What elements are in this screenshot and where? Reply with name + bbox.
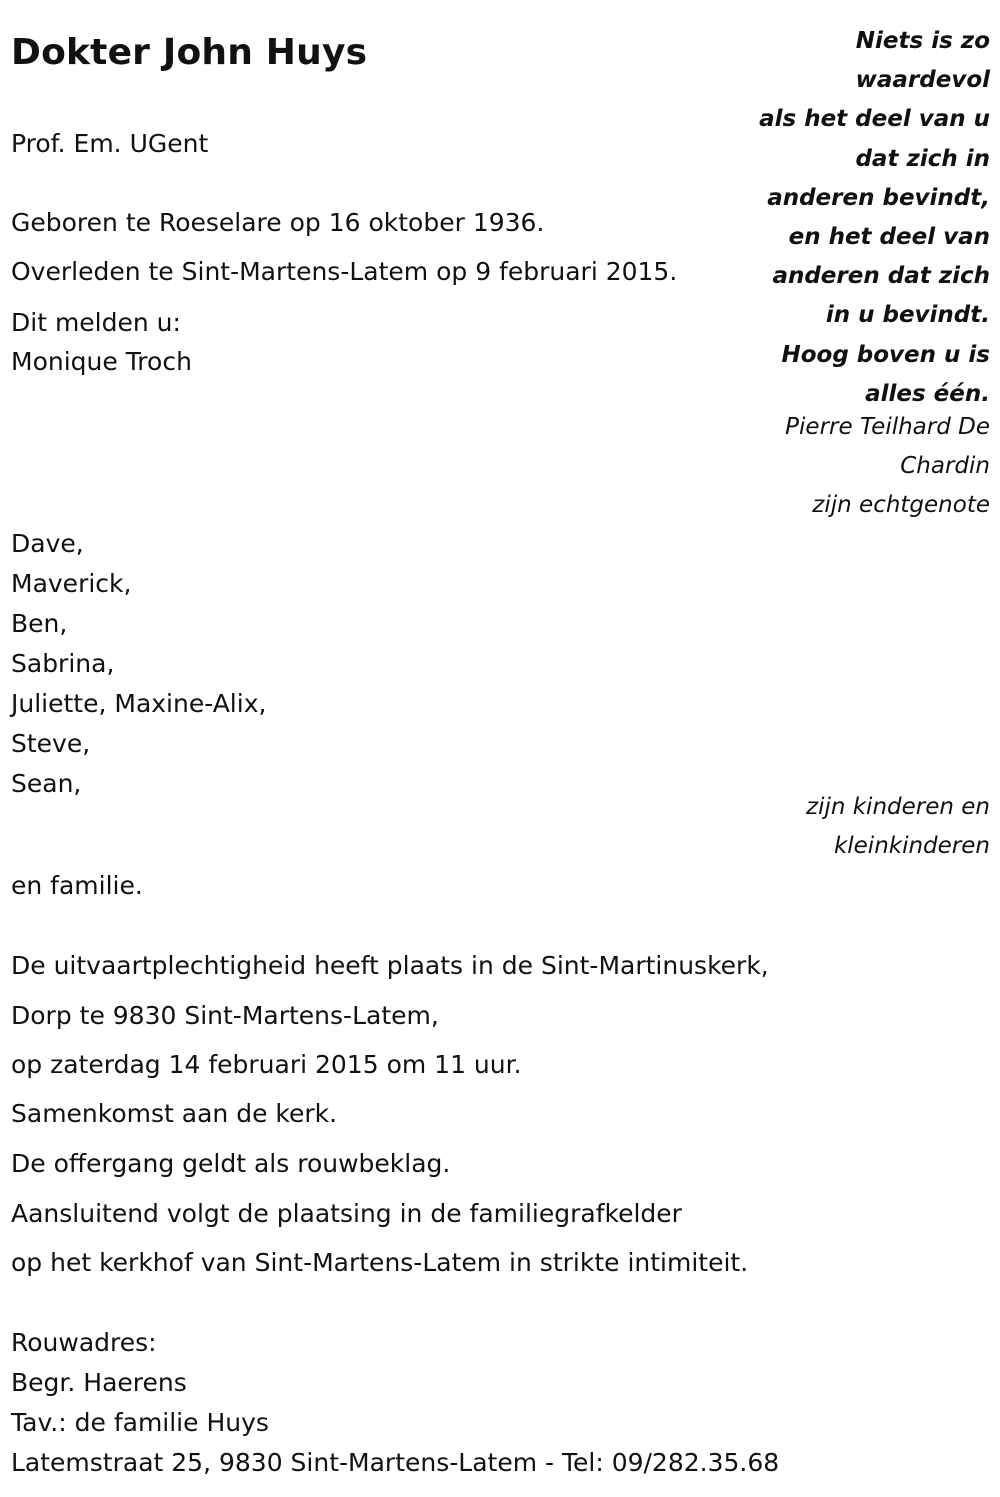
child-name: Maverick, [11,569,132,598]
ceremony-line: Samenkomst aan de kerk. [11,1099,338,1128]
ceremony-line: De uitvaartplechtigheid heeft plaats in de Sint-Martinuskerk, [11,951,769,980]
children-role-line: zijn kinderen en [806,794,990,820]
quote-line: als het deel van u [759,106,990,133]
death-line: Overleden te Sint-Martens-Latem op 9 februari 2015. [11,257,678,286]
child-name: Ben, [11,609,68,638]
quote-line: in u bevindt. [825,302,990,329]
birth-line: Geboren te Roeselare op 16 oktober 1936. [11,208,545,237]
quote-line: en het deel van [788,224,990,251]
address-line: Tav.: de familie Huys [11,1408,269,1437]
child-name: Juliette, Maxine-Alix, [11,689,267,718]
child-name: Steve, [11,729,91,758]
address-line: Begr. Haerens [11,1368,187,1397]
child-name: Sabrina, [11,649,115,678]
address-heading: Rouwadres: [11,1328,157,1357]
ceremony-line: op zaterdag 14 februari 2015 om 11 uur. [11,1050,522,1079]
ceremony-line: De offergang geldt als rouwbeklag. [11,1149,451,1178]
announcers-intro: Dit melden u: [11,308,181,337]
quote [750,22,990,414]
quote-line: waardevol [855,67,990,94]
child-name: Sean, [11,769,82,798]
quote-line: anderen dat zich [772,263,990,290]
deceased-name: Dokter John Huys [11,32,368,73]
quote-line: Hoog boven u is [781,341,990,368]
quote-author-line: Chardin [900,453,990,479]
quote-author-line: Pierre Teilhard De [785,414,990,440]
quote-author [785,408,990,486]
quote-line: Niets is zo [855,28,990,54]
spouse-name: Monique Troch [11,347,192,376]
ceremony-line: Dorp te 9830 Sint-Martens-Latem, [11,1001,439,1030]
ceremony-line: op het kerkhof van Sint-Martens-Latem in strikte intimiteit. [11,1248,749,1277]
children-role [806,788,990,866]
ceremony-line: Aansluitend volgt de plaatsing in de familiegrafkelder [11,1199,682,1228]
children-role-line: kleinkinderen [833,833,990,859]
quote-line: dat zich in [855,145,990,172]
child-name: Dave, [11,529,84,558]
deceased-title: Prof. Em. UGent [11,129,209,158]
quote-line: anderen bevindt, [767,184,990,211]
family-line: en familie. [11,871,143,900]
address-line: Latemstraat 25, 9830 Sint-Martens-Latem - Tel: 09/282.35.68 [11,1448,780,1477]
quote-line: alles één. [865,380,990,407]
spouse-role: zijn echtgenote [812,492,990,518]
